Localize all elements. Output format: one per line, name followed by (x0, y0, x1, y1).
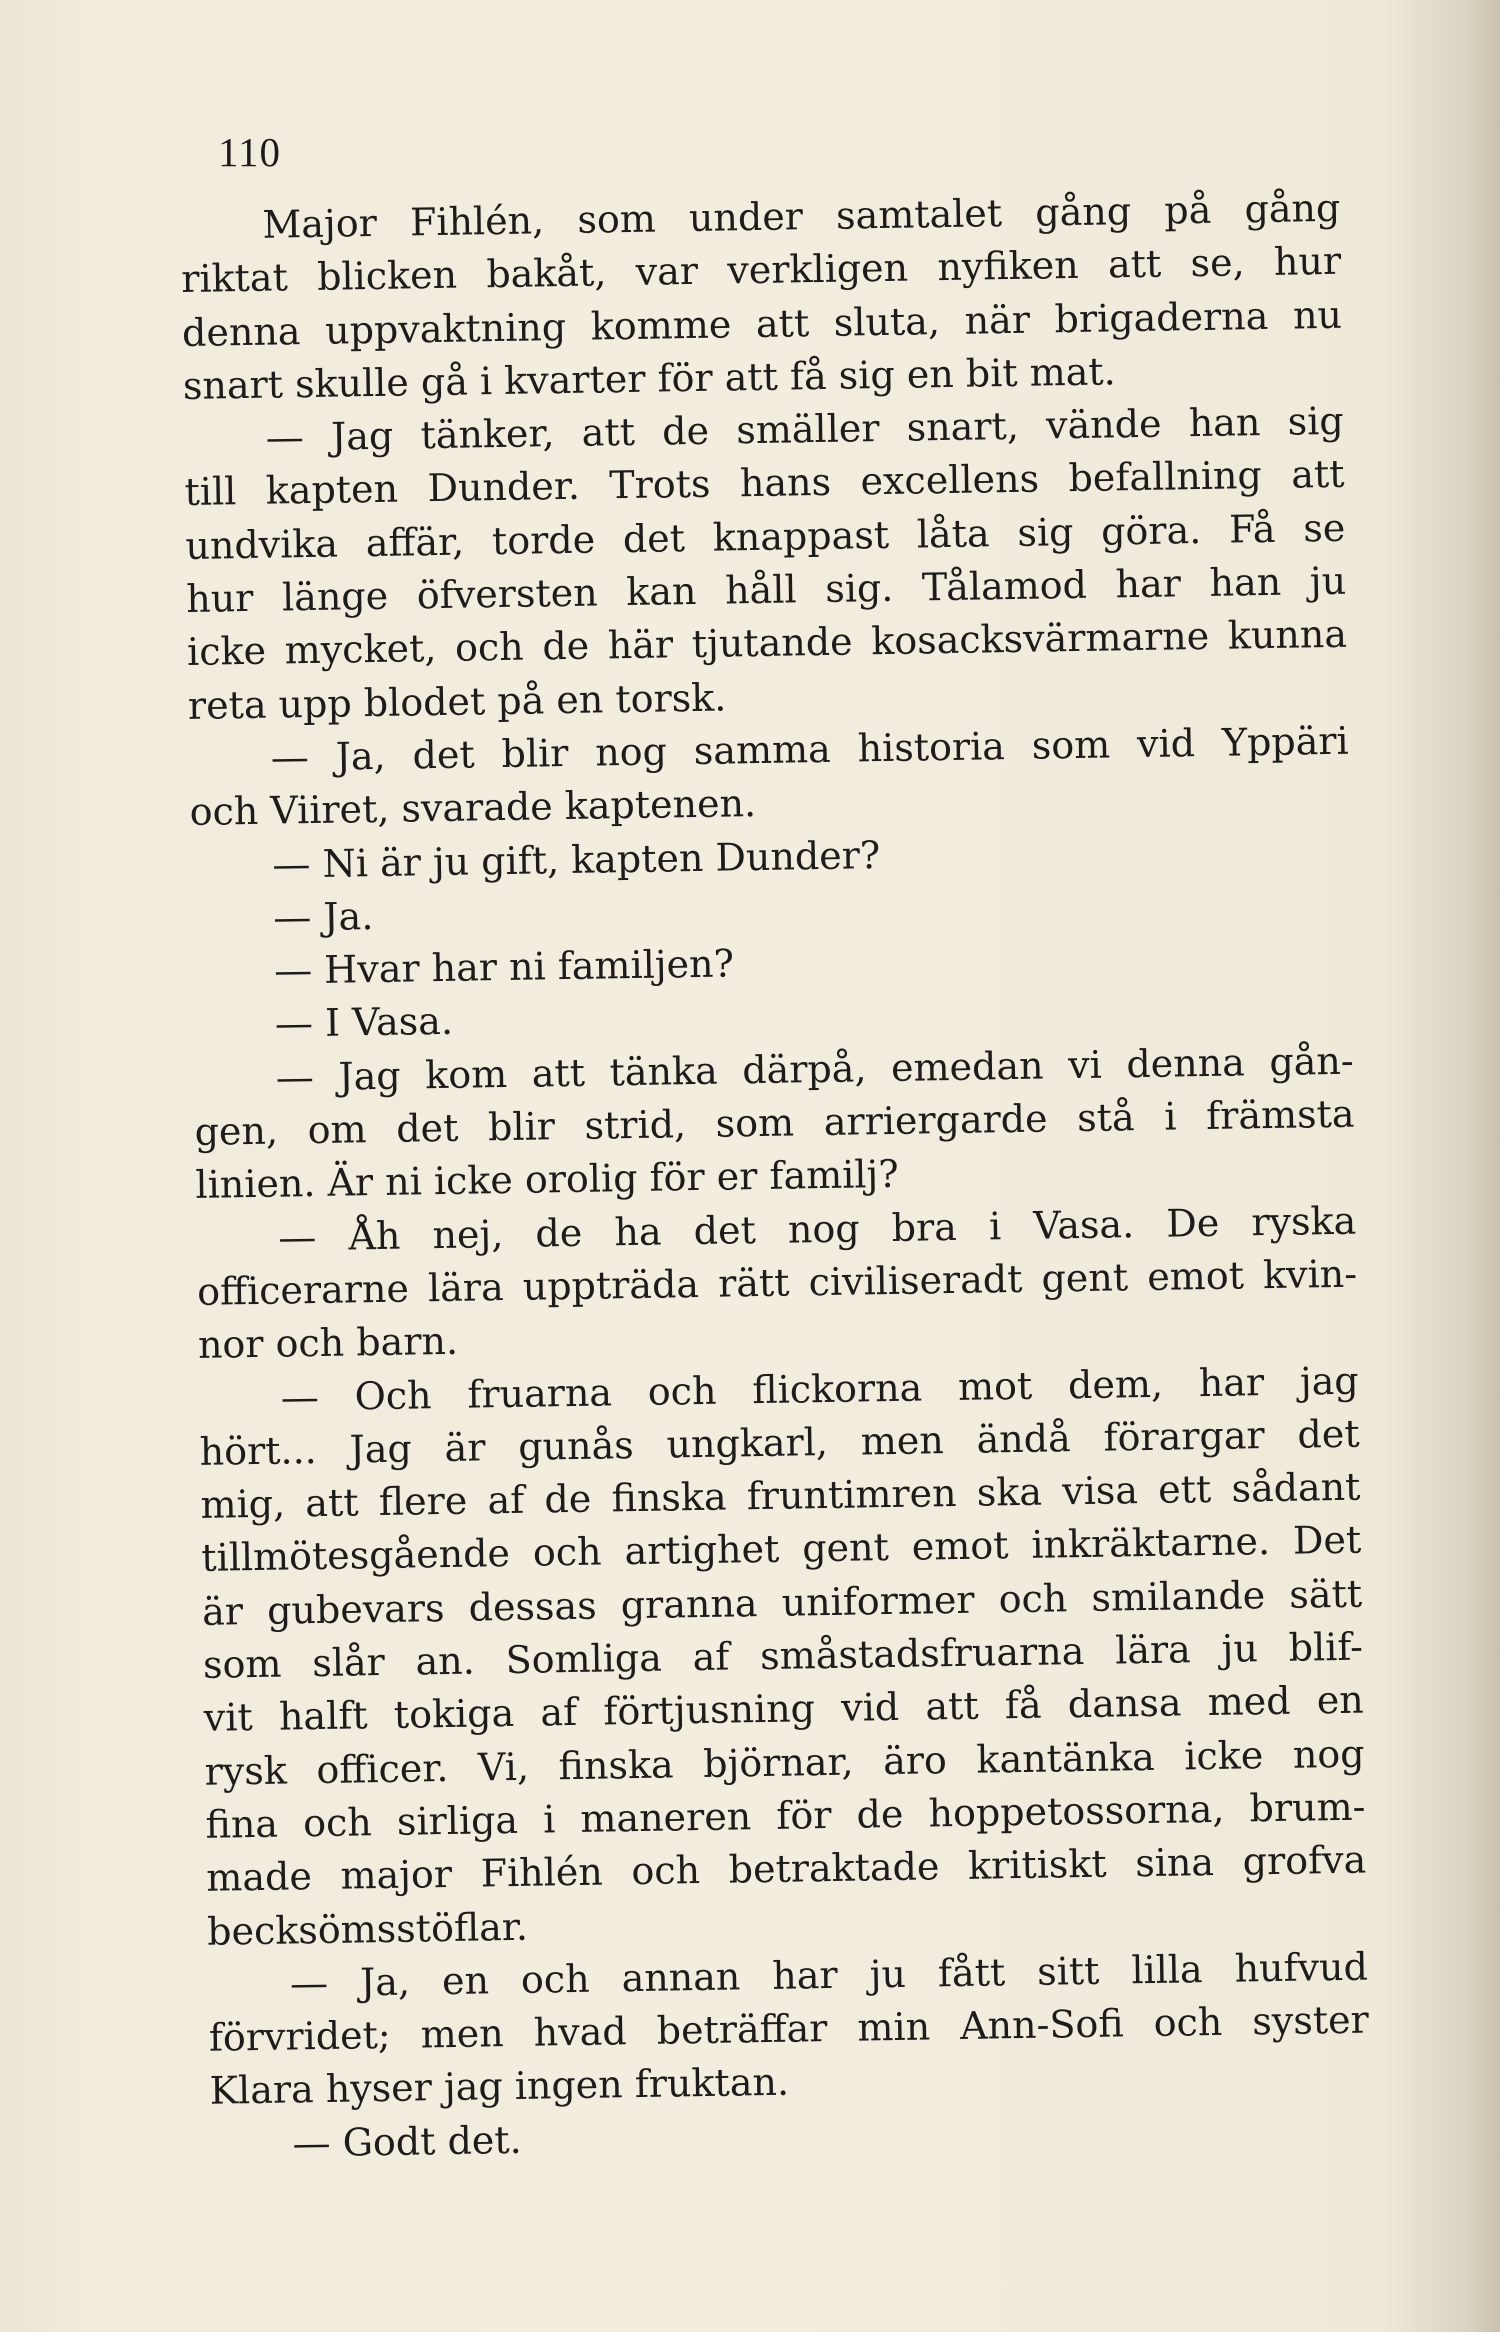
text-line: hört... Jag är gunås ungkarl, men ändå förargar det (199, 1411, 1360, 1474)
text-line: denna uppvaktning komme att sluta, när brigaderna nu (181, 292, 1343, 355)
text-line: officerarne lära uppträda rätt civiliseradt gent emot kvin- (196, 1251, 1358, 1314)
text-line: — Jag tänker, att de smäller snart, vände han sig (265, 398, 1344, 460)
text-line: — Åh nej, de ha det nog bra i Vasa. De ryska (277, 1198, 1357, 1260)
page-number: 110 (218, 129, 281, 175)
text-line: — Godt det. (292, 2117, 523, 2166)
text-line: är gubevars dessas granna uniformer och smilande sätt (201, 1571, 1363, 1634)
text-line: — Hvar har ni familjen? (273, 941, 735, 993)
text-line: Major Fihlén, som under samtalet gång på gång (262, 185, 1341, 247)
text-line: rysk officer. Vi, finska björnar, äro kantänka icke nog (204, 1731, 1365, 1794)
text-line: icke mycket, och de här tjutande kosacksvärmarne kunna (186, 612, 1348, 675)
text-line: och Viiret, svarade kaptenen. (189, 781, 757, 835)
text-line: mig, att flere af de finska fruntimren ska visa ett sådant (200, 1464, 1361, 1527)
text-line: till kapten Dunder. Trots hans excellens befallning att (184, 452, 1345, 515)
text-line: hur länge öfversten kan håll sig. Tålamod har han ju (185, 558, 1347, 622)
text-line: nor och barn. (197, 1319, 459, 1368)
text-line: reta upp blodet på en torsk. (187, 675, 727, 728)
text-line: made major Fihlén och betraktade kritiskt sina grofva (206, 1837, 1367, 1900)
text-line: — Jag kom att tänka därpå, emedan vi denna gån- (275, 1038, 1355, 1100)
text-line: — Ja. (272, 893, 374, 940)
text-line: som slår an. Somliga af småstadsfruarna lära ju blif- (202, 1624, 1364, 1687)
text-line: becksömsstöflar. (206, 1904, 529, 1954)
text-line: undvika affär, torde det knappast låta sig göra. Få se (185, 505, 1346, 568)
text-line: förvridet; men hvad beträffar min Ann-Sofi och syster (208, 1997, 1370, 2060)
text-line: fina och sirliga i maneren för de hoppetossorna, brum- (205, 1784, 1366, 1847)
text-line: — Ni är ju gift, kapten Dunder? (272, 832, 881, 887)
text-line: gen, om det blir strid, som arriergarde stå i främsta (194, 1091, 1355, 1154)
text-line: — Och fruarna och flickorna mot dem, har jag (280, 1358, 1360, 1420)
text-line: linien. Är ni icke orolig för er familj? (195, 1152, 899, 1208)
text-line: — Ja, det blir nog samma historia som vid Yppäri (270, 718, 1349, 780)
text-line: tillmötesgående och artighet gent emot inkräktarne. Det (200, 1518, 1362, 1581)
text-line: vit halft tokiga af förtjusning vid att få dansa med en (203, 1677, 1365, 1741)
text-line: — Ja, en och annan har ju fått sitt lilla hufvud (289, 1944, 1369, 2006)
text-line: riktat blicken bakåt, var verkligen nyfiken att se, hur (180, 239, 1342, 302)
text-line: snart skulle gå i kvarter för att få sig en bit mat. (182, 349, 1117, 408)
text-line: Klara hyser jag ingen fruktan. (209, 2060, 790, 2114)
body-text (180, 182, 1371, 2172)
text-line: — I Vasa. (274, 999, 454, 1047)
